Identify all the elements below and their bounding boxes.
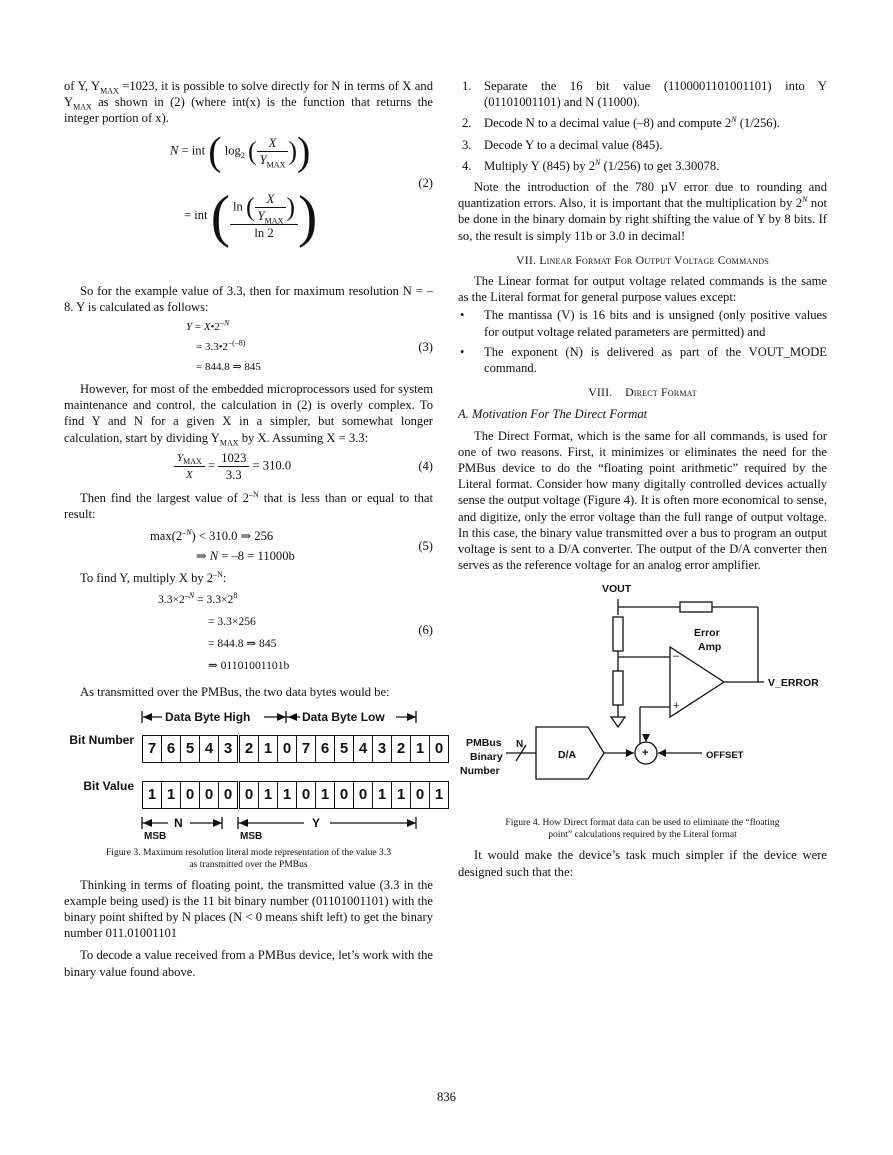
low-bit-numbers bbox=[240, 735, 449, 763]
paragraph: Thinking in terms of floating point, the transmitted value (3.3 in the example being used) is the 11 bit binary number (01101001101) with the binary point shifted by N places (N < 0 means shift left) to get the binary number 011.01001101 bbox=[64, 877, 433, 941]
equation-3: $Y = X•2^{-N}$ = $3.3•2^{-(-8)}$ = 844.8 ⇒ 845 (3) bbox=[186, 318, 433, 374]
list-item: 1. Separate the 16 bit value (1100001101001101) into Y (01101001101) and N (11000). bbox=[462, 79, 827, 110]
paragraph: To decode a value received from a PMBus device, let’s work with the binary value found above. bbox=[64, 948, 433, 979]
bit-cell: 3 bbox=[372, 735, 392, 763]
right-column bbox=[458, 78, 827, 880]
number-label: Number bbox=[460, 765, 500, 778]
bit-value-label: Bit Value bbox=[83, 778, 134, 793]
bit-cell: 4 bbox=[353, 735, 373, 763]
paragraph: However, for most of the embedded microprocessors used for system maintenance and control, the calculation in (2) is overly complex. To find Y and N for a given X in a simpler, but somewhat longer calculation, start by dividing $Y_{MAX}$ by X. Assuming X = 3.3: bbox=[64, 382, 433, 448]
n-bus-label: N bbox=[516, 739, 524, 751]
figure-4-circuit bbox=[458, 577, 827, 815]
figure-3-bit-layout bbox=[64, 705, 444, 845]
bit-cell: 3 bbox=[218, 735, 238, 763]
list-item: • The mantissa (V) is 16 bits and is unsigned (only positive values for output voltage related parameters are permitted) and bbox=[458, 307, 827, 339]
paragraph: Then find the largest value of $2^{-N}$ that is less than or equal to that result: bbox=[64, 489, 433, 522]
circuit-drawing bbox=[458, 577, 827, 815]
paragraph: Note the introduction of the 780 µV error due to rounding and quantization errors. Also, it is important that the multiplication by $2^N$ not be done in the binary domain by right shifting the value of Y by 8 bits. If so, the result is simply 11b or 3.0 in decimal! bbox=[458, 180, 827, 243]
paragraph: To find Y, multiply X by $2^{-N}$: bbox=[80, 570, 227, 586]
bit-cell: 7 bbox=[142, 735, 162, 763]
plus-input-label: + bbox=[673, 700, 680, 713]
bit-cell: 0 bbox=[199, 781, 219, 809]
minus-input-label: – bbox=[673, 650, 680, 663]
section-heading-7: VII. Linear Format For Output Voltage Commands bbox=[515, 252, 769, 267]
bit-cell: 0 bbox=[429, 735, 449, 763]
bit-cell: 5 bbox=[334, 735, 354, 763]
binary-label: Binary bbox=[470, 751, 503, 764]
data-byte-low-label: Data Byte Low bbox=[302, 709, 385, 724]
bit-cell: 0 bbox=[180, 781, 200, 809]
paragraph: The Direct Format, which is the same for all commands, is used for one of two reasons. First, it minimizes or eliminates the need for the PMBus device to do the “floating point arithmetic” required by the Literal format. Consider how many digitally controlled devices actually sense the output voltage (Figure 4). It is often more economical to sense, and digitize, only the error voltage than the full range of output voltage. In this case, the binary value transmitted over a bus to program an output voltage is sent to a D/A converter. The output of the D/A converter then serves as the reference voltage for an analog error amplifier. bbox=[458, 428, 827, 573]
bit-cell: 1 bbox=[258, 781, 278, 809]
bit-cell: 0 bbox=[334, 781, 354, 809]
bit-cell: 0 bbox=[410, 781, 430, 809]
offset-label: OFFSET bbox=[706, 750, 744, 762]
error-label: Error bbox=[694, 627, 720, 640]
low-bit-values bbox=[240, 781, 449, 809]
bit-cell: 1 bbox=[429, 781, 449, 809]
bit-cell: 1 bbox=[277, 781, 297, 809]
section-heading-8: VIII. Direct Format bbox=[588, 385, 697, 400]
equation-2: N = int ( $\log_2$ ( $\frac{X}{Y_{MAX}}$ )) = int ( ln ( $\frac{X}{Y_{MAX}}$ ) ln 2 ) (2) bbox=[170, 128, 433, 248]
list-item: 2. Decode N to a decimal value (–8) and compute $2^N$ (1/256). bbox=[462, 115, 780, 131]
bit-cell: 7 bbox=[296, 735, 316, 763]
bit-cell: 0 bbox=[353, 781, 373, 809]
da-label: D/A bbox=[558, 749, 577, 762]
v-error-label: V_ERROR bbox=[768, 677, 819, 690]
page-number: 836 bbox=[437, 1090, 456, 1104]
bit-cell: 1 bbox=[142, 781, 162, 809]
equation-5: $\max(2^{-N}) < 310.0$ ⇒ 256 ⇒ N = –8 = 11000b (5) bbox=[150, 528, 433, 564]
subsection-heading: A. Motivation For The Direct Format bbox=[458, 407, 648, 422]
bit-cell: 1 bbox=[315, 781, 335, 809]
bit-cell: 1 bbox=[258, 735, 278, 763]
equation-4: $\frac{Y_{MAX}}{X}$ = $\frac{1023}{3.3}$ = 310.0 (4) bbox=[64, 450, 433, 484]
paragraph: It would make the device’s task much simpler if the device were designed such that the: bbox=[458, 848, 827, 879]
paragraph: of Y, $Y_{MAX} =1023$, it is possible to solve directly for N in terms of X and $Y_{MAX}$ as shown in (2) (where int(x) is the function that returns the integer portion of x). bbox=[64, 79, 433, 126]
bullet-list bbox=[458, 307, 827, 376]
summer-plus-label: + bbox=[642, 747, 649, 760]
bit-cell: 2 bbox=[391, 735, 411, 763]
bit-cell: 1 bbox=[391, 781, 411, 809]
paragraph: The Linear format for output voltage related commands is the same as the Literal format for general purpose values except: bbox=[458, 274, 827, 305]
bit-cell: 0 bbox=[239, 781, 259, 809]
amp-label: Amp bbox=[698, 641, 722, 654]
figure-4-caption: Figure 4. How Direct format data can be used to eliminate the “floating point” calculations required by the Literal format bbox=[505, 817, 780, 841]
high-bit-values bbox=[143, 781, 238, 809]
bit-cell: 0 bbox=[277, 735, 297, 763]
equation-6: $3.3\times 2^{-N} = 3.3\times 2^8$ = 3.3×256 = 844.8 ⇒ 845 ⇒ 01101001101b (6) bbox=[158, 591, 433, 673]
bit-number-label: Bit Number bbox=[69, 732, 134, 747]
bit-cell: 1 bbox=[410, 735, 430, 763]
bit-cell: 1 bbox=[161, 781, 181, 809]
bit-cell: 6 bbox=[315, 735, 335, 763]
left-column bbox=[64, 78, 444, 980]
paragraph: So for the example value of 3.3, then for maximum resolution N = –8. Y is calculated as follows: bbox=[64, 283, 433, 314]
bit-cell: 4 bbox=[199, 735, 219, 763]
list-item: 3. Decode Y to a decimal value (845). bbox=[462, 137, 663, 152]
list-item: 4. Multiply Y (845) by $2^N$ (1/256) to get 3.30078. bbox=[462, 157, 720, 173]
list-item: • The exponent (N) is delivered as part of the VOUT_MODE command. bbox=[458, 344, 827, 376]
vout-label: VOUT bbox=[602, 583, 632, 596]
bit-cell: 0 bbox=[296, 781, 316, 809]
high-bit-numbers bbox=[143, 735, 238, 763]
bit-cell: 5 bbox=[180, 735, 200, 763]
bit-layout-arrows bbox=[64, 705, 433, 845]
pmbus-label: PMBus bbox=[466, 737, 502, 750]
figure-3-caption: Figure 3. Maximum resolution literal mode representation of the value 3.3 as transmitted over the PMBus bbox=[105, 846, 392, 870]
n-field-label: N bbox=[174, 815, 183, 830]
msb-label: MSB bbox=[240, 830, 263, 842]
bit-cell: 1 bbox=[372, 781, 392, 809]
bit-cell: 2 bbox=[239, 735, 259, 763]
bit-cell: 6 bbox=[161, 735, 181, 763]
bit-cell: 0 bbox=[218, 781, 238, 809]
paragraph: As transmitted over the PMBus, the two data bytes would be: bbox=[80, 685, 390, 700]
data-byte-high-label: Data Byte High bbox=[165, 709, 251, 724]
y-field-label: Y bbox=[312, 815, 321, 830]
msb-label: MSB bbox=[144, 830, 167, 842]
decode-steps bbox=[458, 78, 827, 174]
